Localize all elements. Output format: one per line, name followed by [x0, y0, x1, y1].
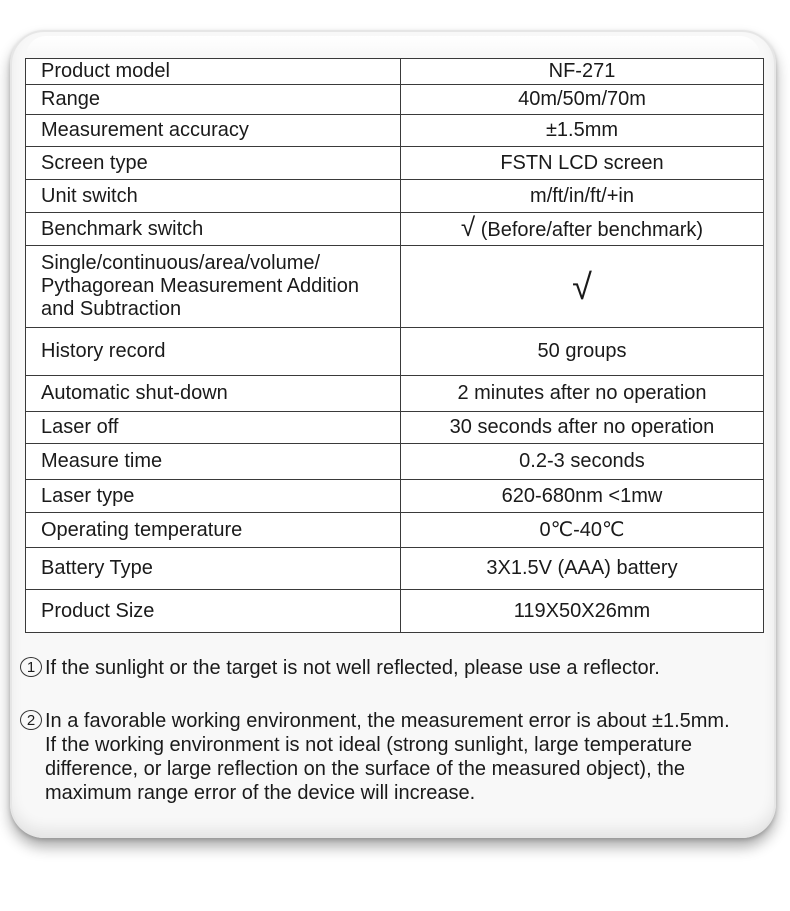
circled-number: 2	[20, 710, 42, 730]
checkmark-icon: √	[460, 212, 476, 242]
spec-value: 119X50X26mm	[401, 590, 764, 633]
spec-value: 40m/50m/70m	[401, 85, 764, 115]
spec-value: 50 groups	[401, 328, 764, 376]
spec-label: Laser off	[26, 412, 401, 444]
note-1	[20, 656, 775, 680]
spec-label: Range	[26, 85, 401, 115]
spec-value: 2 minutes after no operation	[401, 376, 764, 412]
table-row	[26, 85, 764, 115]
table-row	[26, 246, 764, 328]
note-line: In a favorable working environment, the measurement error is about ±1.5mm.	[45, 710, 730, 732]
spec-label: Measurement accuracy	[26, 115, 401, 147]
table-row	[26, 548, 764, 590]
spec-label: Automatic shut-down	[26, 376, 401, 412]
table-row	[26, 59, 764, 85]
spec-value: 0℃-40℃	[401, 513, 764, 548]
note-line: If the working environment is not ideal (strong sunlight, large temperature	[45, 734, 693, 756]
spec-value	[401, 213, 764, 246]
table-row	[26, 513, 764, 548]
spec-value: NF-271	[401, 59, 764, 85]
table-row	[26, 376, 764, 412]
checkmark-icon: √	[572, 265, 592, 307]
benchmark-note: (Before/after benchmark)	[480, 219, 704, 241]
spec-label: Screen type	[26, 147, 401, 180]
spec-label: Product model	[26, 59, 401, 85]
table-row	[26, 590, 764, 633]
spec-table	[25, 58, 764, 633]
spec-value: 620-680nm <1mw	[401, 480, 764, 513]
spec-label: Product Size	[26, 590, 401, 633]
table-row	[26, 480, 764, 513]
table-row	[26, 213, 764, 246]
spec-label-line: and Subtraction	[41, 298, 182, 320]
note-line: maximum range error of the device will increase.	[45, 782, 476, 804]
spec-label: Operating temperature	[26, 513, 401, 548]
table-row	[26, 115, 764, 147]
spec-value: 3X1.5V (AAA) battery	[401, 548, 764, 590]
spec-label: Battery Type	[26, 548, 401, 590]
spec-label: Laser type	[26, 480, 401, 513]
note-2	[20, 709, 775, 805]
spec-value: ±1.5mm	[401, 115, 764, 147]
note-line: If the sunlight or the target is not well reflected, please use a reflector.	[45, 657, 660, 679]
table-row	[26, 412, 764, 444]
table-row	[26, 328, 764, 376]
spec-value: m/ft/in/ft/+in	[401, 180, 764, 213]
spec-value: FSTN LCD screen	[401, 147, 764, 180]
spec-label: Measure time	[26, 444, 401, 480]
circled-number: 1	[20, 657, 42, 677]
spec-label-line: Pythagorean Measurement Addition	[41, 275, 359, 297]
table-row	[26, 147, 764, 180]
spec-label-line: Single/continuous/area/volume/	[41, 252, 321, 274]
table-row	[26, 444, 764, 480]
spec-label: Benchmark switch	[26, 213, 401, 246]
spec-value: 30 seconds after no operation	[401, 412, 764, 444]
spec-label: History record	[26, 328, 401, 376]
spec-label	[26, 246, 401, 328]
spec-label: Unit switch	[26, 180, 401, 213]
table-row	[26, 180, 764, 213]
note-line: difference, or large reflection on the surface of the measured object), the	[45, 758, 685, 780]
spec-value	[401, 246, 764, 328]
spec-value: 0.2-3 seconds	[401, 444, 764, 480]
